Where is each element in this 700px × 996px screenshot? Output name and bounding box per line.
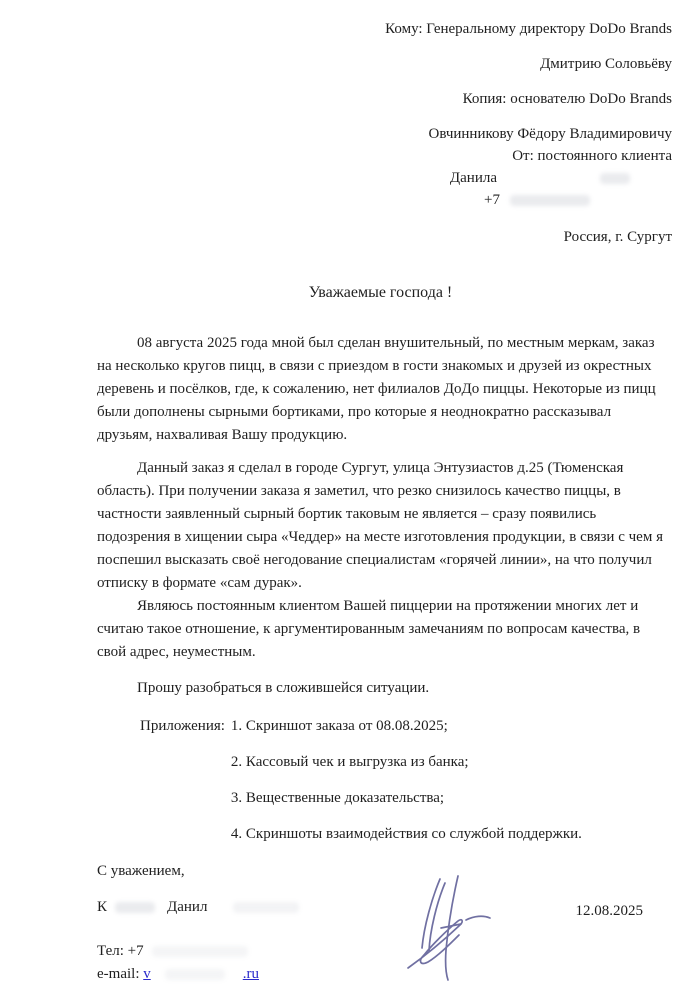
- email-label: e-mail:: [97, 966, 140, 982]
- attachment-item: 4. Скриншоты взаимодействия со службой поддержки.: [230, 826, 582, 842]
- attachment-item: 2. Кассовый чек и выгрузка из банка;: [230, 754, 469, 770]
- sender-location: Россия, г. Сургут: [563, 229, 672, 245]
- email-link-start[interactable]: v: [143, 966, 151, 982]
- paragraph-request: Прошу разобраться в сложившейся ситуации.: [137, 680, 430, 696]
- paragraph-complaint: Данный заказ я сделал в городе Сургут, улица Энтузиастов д.25 (Тюменская область). При получении заказа я заметил, что резко снизилось качество пиццы, в частности заявленный сырный бортик таковым не является – сразу появились подозрения в хищении сыра «Чеддер» на месте изготовления продукции, в связи с чем я поспешил высказать своё негодование специалистам «горячей линии», на что получил отписку в формате «сам дурак».: [97, 460, 663, 591]
- recipient-to-name: Дмитрию Соловьёву: [540, 56, 672, 72]
- contact-email-line: [97, 963, 672, 985]
- email-link-end[interactable]: .ru: [242, 966, 259, 982]
- sender-from-line: От: постоянного клиента: [512, 148, 672, 164]
- attachments-label: Приложения:: [140, 718, 225, 734]
- attachment-item: 1. Скриншот заказа от 08.08.2025;: [230, 718, 448, 734]
- sender-phone-prefix: +7: [484, 192, 500, 208]
- salutation: Уважаемые господа !: [308, 284, 453, 301]
- recipient-copy-line: Копия: основателю DoDo Brands: [462, 91, 672, 107]
- recipient-copy-name: Овчинникову Фёдору Владимировичу: [428, 126, 672, 142]
- paragraph-loyalty: Являюсь постоянным клиентом Вашей пиццерии на протяжении многих лет и считаю такое отношение, к аргументированным замечаниям по вопросам качества, в свой адрес, неуместным.: [97, 598, 641, 660]
- letter-header: [97, 18, 672, 248]
- letter-body: [97, 332, 664, 710]
- redacted-surname: [497, 173, 672, 184]
- redacted-phone: [500, 195, 672, 206]
- closing-section: [97, 860, 672, 985]
- regards-line: С уважением,: [97, 863, 185, 879]
- attachment-item: 3. Вещественные доказательства;: [230, 790, 445, 806]
- contact-phone-line: [97, 940, 672, 962]
- redacted-signer-patronymic: [207, 902, 307, 913]
- sender-name-line: [97, 167, 672, 189]
- signer-initial: К: [97, 899, 108, 915]
- sender-first-name: Данила: [449, 170, 497, 186]
- attachments-section: [140, 715, 672, 846]
- redacted-phone-number: [144, 946, 284, 957]
- redacted-signer-surname: [107, 902, 167, 913]
- signer-first-name: Данил: [167, 899, 208, 915]
- phone-label: Тел: +7: [97, 943, 144, 959]
- attachments-list: [231, 715, 582, 846]
- recipient-to-line: Кому: Генеральному директору DoDo Brands: [385, 21, 672, 37]
- paragraph-order: 08 августа 2025 года мной был сделан внушительный, по местным меркам, заказ на несколько кругов пицц, в связи с приездом в гости знакомых и друзей из окрестных деревень и посёлков, где, к сожалению, нет филиалов ДоДо пиццы. Некоторые из пицц были дополнены сырными бортиками, про которые я неоднократно рассказывал друзьям, нахваливая Вашу продукцию.: [97, 335, 656, 443]
- letter-date: 12.08.2025: [575, 903, 643, 919]
- redacted-email-middle: [151, 969, 243, 980]
- sender-phone-line: [97, 189, 672, 211]
